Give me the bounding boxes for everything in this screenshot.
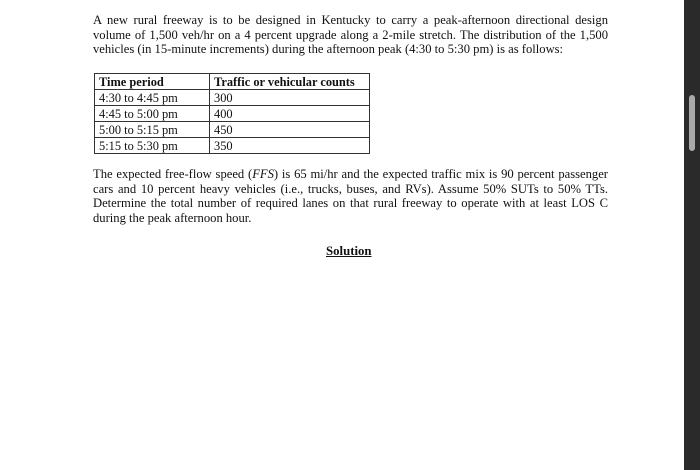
time-period-cell: 4:45 to 5:00 pm [95,106,210,122]
traffic-count-cell: 350 [210,138,370,154]
details-text-end: ) is 65 mi/hr and the expected traffic mix is 90 percent passenger cars and 10 percent heavy vehicles (i.e., trucks, buses, and RVs). Assume 50% SUTs to 50% TTs. Determine the total number of required lanes on that rural freeway to operate with at least LOS C during the peak afternoon hour. [93,167,608,226]
time-period-cell: 5:15 to 5:30 pm [95,138,210,154]
time-period-cell: 4:30 to 4:45 pm [95,90,210,106]
traffic-count-cell: 400 [210,106,370,122]
table-row [95,122,370,138]
viewer-edge [684,0,700,470]
column-header-traffic-counts: Traffic or vehicular counts [210,74,370,90]
ffs-abbreviation: FFS [252,167,274,181]
problem-intro-paragraph: A new rural freeway is to be designed in Kentucky to carry a peak-afternoon directional design volume of 1,500 veh/hr on a 4 percent upgrade along a 2-mile stretch. The distribution of the 1,500 vehicles (in 15-minute increments) during the afternoon peak (4:30 to 5:30 pm) is as follows: [93,13,608,57]
table-row [95,106,370,122]
scrollbar-thumb[interactable] [689,95,695,151]
details-text-start: The expected free-flow speed ( [93,167,253,181]
table-row [95,138,370,154]
column-header-time-period: Time period [95,74,210,90]
time-period-cell: 5:00 to 5:15 pm [95,122,210,138]
problem-details-paragraph [93,167,608,226]
table-header-row [95,74,370,90]
traffic-count-table [94,73,370,154]
solution-heading: Solution [326,244,372,258]
table-row [95,90,370,106]
traffic-count-cell: 450 [210,122,370,138]
traffic-count-cell: 300 [210,90,370,106]
